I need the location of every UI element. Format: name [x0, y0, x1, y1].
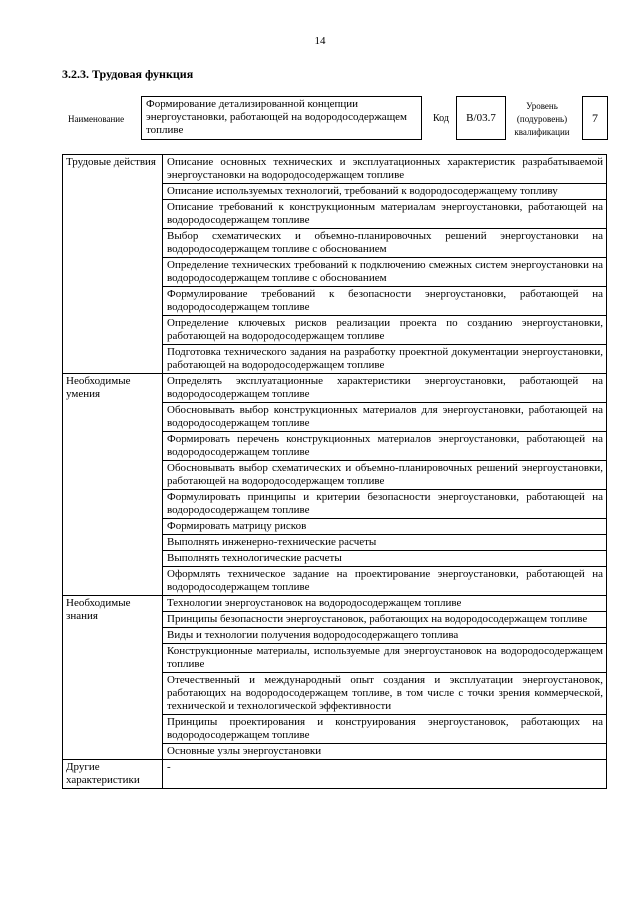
section-item: Технологии энергоустановок на водородосодержащем топливе: [163, 596, 607, 612]
section-item: Выполнять инженерно-технические расчеты: [163, 535, 607, 551]
labor-function-table: [62, 154, 607, 789]
section-category: Необходимые знания: [63, 596, 163, 760]
section-item: Описание основных технических и эксплуатационных характеристик разрабатываемой энергоустановки на водородосодержащем топливе: [163, 155, 607, 184]
section-item: Подготовка технического задания на разработку проектной документации энергоустановки, работающей на водородосодержащем топливе: [163, 345, 607, 374]
section-item: Определение технических требований к подключению смежных систем энергоустановки на водородосодержащем топливе с обоснованием: [163, 258, 607, 287]
section-item: Обосновывать выбор конструкционных материалов для энергоустановки, работающей на водородосодержащем топливе: [163, 403, 607, 432]
qualification-level-label: Уровень (подуровень) квалификации: [514, 101, 570, 137]
name-label: Наименование: [68, 114, 125, 124]
section-title: 3.2.3. Трудовая функция: [62, 67, 194, 81]
section-item: Описание требований к конструкционным материалам энергоустановки, работающей на водородосодержащем топливе: [163, 200, 607, 229]
section-item: Виды и технологии получения водородосодержащего топлива: [163, 628, 607, 644]
table-row: [63, 374, 607, 403]
qualification-level-box: 7: [582, 96, 608, 140]
section-item: Формировать перечень конструкционных материалов энергоустановки, работающей на водородосодержащем топливе: [163, 432, 607, 461]
section-item: -: [163, 760, 607, 789]
section-item: Выбор схематических и объемно-планировочных решений энергоустановки на водородосодержащем топливе с обоснованием: [163, 229, 607, 258]
table-row: [63, 760, 607, 789]
table-body: [63, 155, 607, 789]
section-item: Принципы безопасности энергоустановок, работающих на водородосодержащем топливе: [163, 612, 607, 628]
section-item: Формировать матрицу рисков: [163, 519, 607, 535]
section-item: Основные узлы энергоустановки: [163, 744, 607, 760]
section-item: Определять эксплуатационные характеристики энергоустановки, работающей на водородосодержащем топливе: [163, 374, 607, 403]
table-row: [63, 596, 607, 612]
section-category: Трудовые действия: [63, 155, 163, 374]
section-item: Отечественный и международный опыт создания и эксплуатации энергоустановок, работающих на водородосодержащем топливе, в том числе с точки зрения коммерческой, технической и технологической эффективности: [163, 673, 607, 715]
code-label: Код: [433, 113, 449, 124]
table-row: [63, 155, 607, 184]
page-number: 14: [314, 35, 326, 47]
section-item: Определение ключевых рисков реализации проекта по созданию энергоустановки, работающей на водородосодержащем топливе: [163, 316, 607, 345]
section-item: Выполнять технологические расчеты: [163, 551, 607, 567]
section-item: Обосновывать выбор схематических и объемно-планировочных решений энергоустановки, работающей на водородосодержащем топливе: [163, 461, 607, 490]
section-item: Формулирование требований к безопасности энергоустановки, работающей на водородосодержащем топливе: [163, 287, 607, 316]
section-item: Формулировать принципы и критерии безопасности энергоустановки, работающей на водородосодержащем топливе: [163, 490, 607, 519]
name-value-box: Формирование детализированной концепции энергоустановки, работающей на водородосодержащем топливе: [141, 96, 422, 140]
section-category: Необходимые умения: [63, 374, 163, 596]
section-item: Оформлять техническое задание на проектирование энергоустановки, работающей на водородосодержащем топливе: [163, 567, 607, 596]
section-item: Конструкционные материалы, используемые для энергоустановок на водородосодержащем топливе: [163, 644, 607, 673]
code-value-box: B/03.7: [456, 96, 506, 140]
section-item: Описание используемых технологий, требований к водородосодержащему топливу: [163, 184, 607, 200]
section-category: Другие характеристики: [63, 760, 163, 789]
section-item: Принципы проектирования и конструирования энергоустановок, работающих на водородосодержащем топливе: [163, 715, 607, 744]
